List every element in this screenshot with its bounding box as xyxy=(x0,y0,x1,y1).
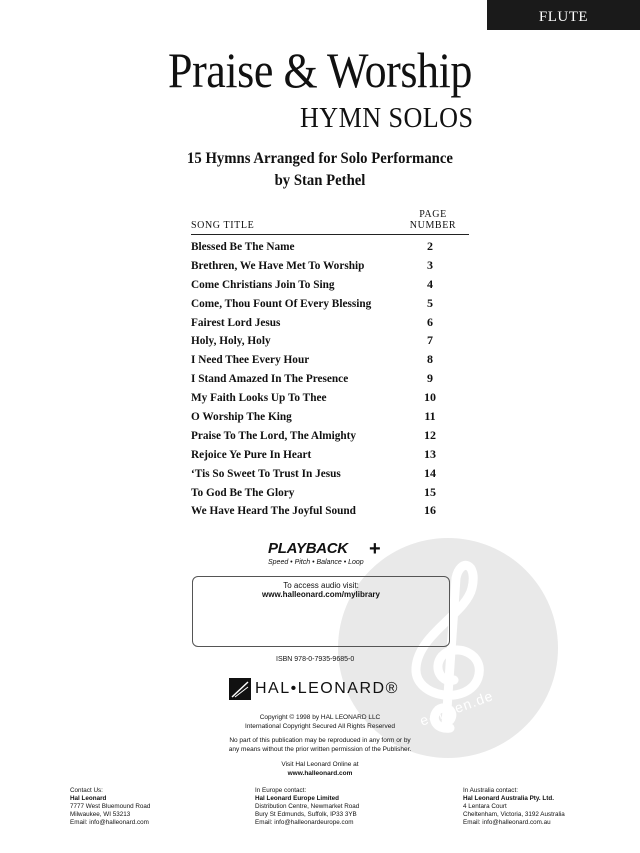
toc-row xyxy=(191,350,469,369)
hal-leonard-logo-text: HAL•LEONARD® xyxy=(255,680,399,697)
toc-row xyxy=(191,294,469,313)
toc-song-title: O Worship The King xyxy=(191,409,292,424)
contact-company: Hal Leonard Australia Pty. Ltd. xyxy=(463,795,554,802)
toc-row xyxy=(191,407,469,426)
playback-logo xyxy=(268,540,388,570)
toc-page-number: 15 xyxy=(424,484,436,499)
tagline-arranger: by Stan Pethel xyxy=(274,172,366,189)
book-title: Praise & Worship xyxy=(168,42,472,98)
toc-header xyxy=(191,210,469,235)
toc-list xyxy=(191,237,469,520)
contact-line: Email: info@halleonard.com xyxy=(70,819,149,826)
book-subtitle: HYMN SOLOS xyxy=(300,102,474,134)
reproduction-notice xyxy=(0,736,640,754)
toc-song-title: I Need Thee Every Hour xyxy=(191,352,310,367)
toc-song-title: Fairest Lord Jesus xyxy=(191,314,281,329)
toc-row xyxy=(191,483,469,502)
toc-page-number: 12 xyxy=(424,427,436,442)
toc-page-number: 10 xyxy=(424,390,436,405)
contact-company: Hal Leonard Europe Limited xyxy=(255,795,339,802)
contact-heading: Contact Us: xyxy=(70,787,103,794)
contact-australia xyxy=(463,787,565,827)
hal-leonard-logo xyxy=(229,678,415,702)
toc-song-title: We Have Heard The Joyful Sound xyxy=(191,503,356,518)
toc-row xyxy=(191,237,469,256)
toc-row xyxy=(191,445,469,464)
contact-line: Email: info@halleonardeurope.com xyxy=(255,819,354,826)
instrument-tab: FLUTE xyxy=(487,0,640,30)
toc-song-title: ‘Tis So Sweet To Trust In Jesus xyxy=(191,465,341,480)
toc-col-number-label: NUMBER xyxy=(409,220,457,231)
toc-song-title: Blessed Be The Name xyxy=(191,239,295,253)
isbn: ISBN 978-0-7935-9685-0 xyxy=(276,656,355,663)
toc-page-number: 14 xyxy=(424,465,436,480)
playback-logo-word: PLAYBACK xyxy=(268,540,348,557)
toc-col-page-label: PAGE xyxy=(419,209,447,220)
toc-row xyxy=(191,313,469,332)
contact-line: 4 Lentara Court xyxy=(463,803,507,810)
copyright-line: Copyright © 1998 by HAL LEONARD LLC xyxy=(259,714,381,721)
visit-label: Visit Hal Leonard Online at xyxy=(281,761,359,768)
toc-song-title: Praise To The Lord, The Almighty xyxy=(191,427,357,442)
toc-page-number: 6 xyxy=(427,314,433,329)
toc-row xyxy=(191,275,469,294)
rights-line: International Copyright Secured All Rights Reserved xyxy=(245,723,395,730)
contact-line: Cheltenham, Victoria, 3192 Australia xyxy=(463,811,565,818)
tagline-arrangement: 15 Hymns Arranged for Solo Performance xyxy=(187,150,453,167)
toc-page-number: 9 xyxy=(427,371,433,386)
toc-song-title: Holy, Holy, Holy xyxy=(191,333,271,348)
contact-europe xyxy=(255,787,359,827)
toc-page-number: 13 xyxy=(424,446,436,461)
toc-row xyxy=(191,501,469,520)
toc-page-number: 2 xyxy=(427,239,433,253)
contact-line: Email: info@halleonard.com.au xyxy=(463,819,551,826)
toc-row xyxy=(191,464,469,483)
toc-song-title: Brethren, We Have Met To Worship xyxy=(191,257,365,272)
toc-song-title: To God Be The Glory xyxy=(191,484,295,499)
toc-song-title: Rejoice Ye Pure In Heart xyxy=(191,446,312,461)
toc-page-number: 4 xyxy=(427,276,433,291)
toc-page-number: 7 xyxy=(427,333,433,348)
contact-heading: In Australia contact: xyxy=(463,787,518,794)
hal-leonard-logo-icon xyxy=(229,678,251,700)
notice-line-1: No part of this publication may be reproduced in any form or by xyxy=(229,737,411,744)
toc-col-page-number xyxy=(398,209,468,231)
toc-page-number: 8 xyxy=(427,352,433,367)
website-link[interactable]: www.halleonard.com xyxy=(287,770,353,777)
tagline xyxy=(0,148,640,192)
toc-row xyxy=(191,331,469,350)
playback-features: Speed • Pitch • Balance • Loop xyxy=(268,559,364,566)
toc-page-number: 11 xyxy=(424,409,436,424)
toc-page-number: 5 xyxy=(427,295,433,310)
contact-line: 7777 West Bluemound Road xyxy=(70,803,151,810)
playback-plus-icon: + xyxy=(369,538,381,560)
audio-access-url[interactable]: www.halleonard.com/mylibrary xyxy=(262,590,380,599)
toc-song-title: Come Christians Join To Sing xyxy=(191,276,335,291)
toc-song-title: My Faith Looks Up To Thee xyxy=(191,390,327,405)
audio-access-label: To access audio visit: xyxy=(283,581,359,590)
watermark-text: e-noten.de xyxy=(417,687,496,729)
toc-row xyxy=(191,369,469,388)
toc-row xyxy=(191,426,469,445)
toc-col-song-title: SONG TITLE xyxy=(191,220,255,231)
copyright xyxy=(0,713,640,731)
toc-song-title: I Stand Amazed In The Presence xyxy=(191,371,349,386)
toc-page-number: 16 xyxy=(424,503,436,518)
contact-line: Bury St Edmunds, Suffolk, IP33 3YB xyxy=(255,811,357,818)
notice-line-2: any means without the prior written permission of the Publisher. xyxy=(228,746,412,753)
audio-access-box xyxy=(192,576,450,647)
toc-row xyxy=(191,388,469,407)
toc-song-title: Come, Thou Fount Of Every Blessing xyxy=(191,295,372,310)
contact-line: Milwaukee, WI 53213 xyxy=(70,811,131,818)
contact-heading: In Europe contact: xyxy=(255,787,307,794)
toc-page-number: 3 xyxy=(427,257,433,272)
visit-online xyxy=(0,760,640,778)
toc-row xyxy=(191,256,469,275)
contact-us xyxy=(70,787,150,827)
contact-line: Distribution Centre, Newmarket Road xyxy=(255,803,360,810)
contact-company: Hal Leonard xyxy=(70,795,107,802)
